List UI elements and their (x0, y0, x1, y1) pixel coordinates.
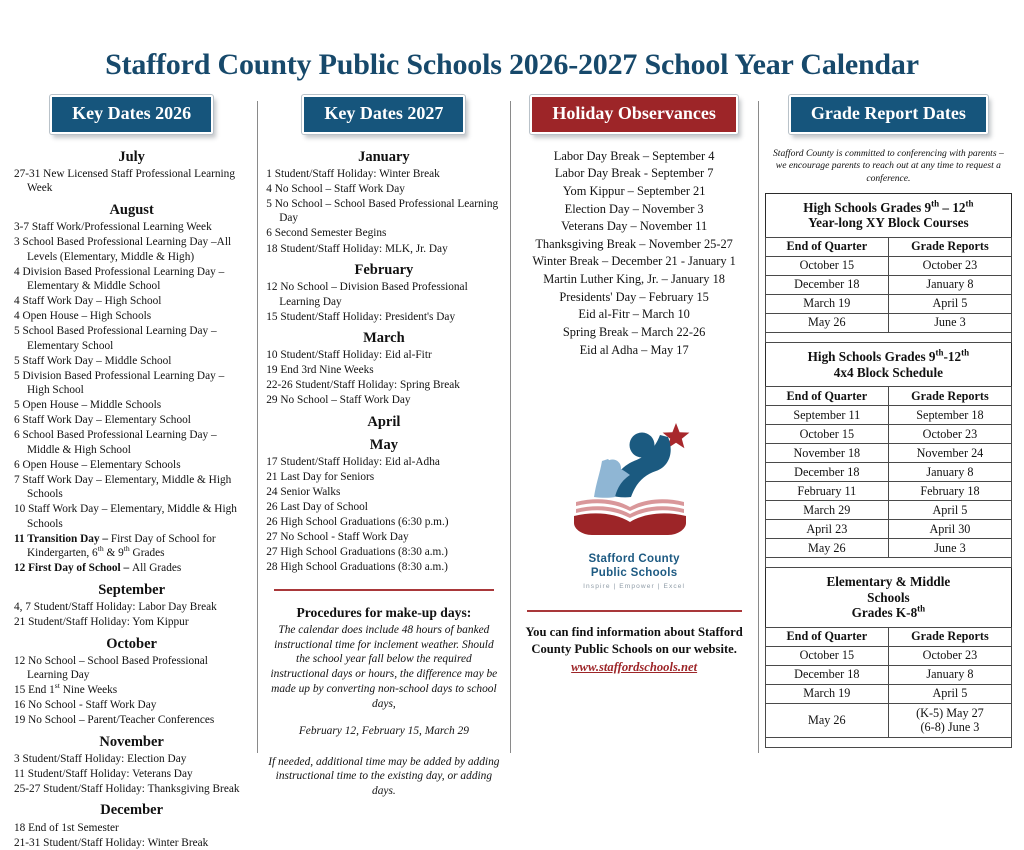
calendar-entry: 27 No School - Staff Work Day (266, 531, 409, 544)
banner-wrap-key-dates-2026 (14, 95, 249, 134)
month-heading: December (100, 802, 164, 819)
calendar-entry: 11 Transition Day – First Day of School for Kindergarten, 6th & 9th Grades (14, 532, 216, 560)
table-cell: June 3 (888, 539, 1011, 558)
logo-name-line1: Stafford County (588, 553, 680, 566)
calendar-entry: 26 Last Day of School (266, 501, 368, 514)
table-cell: November 24 (888, 444, 1011, 463)
calendar-entry: 4, 7 Student/Staff Holiday: Labor Day Break (14, 601, 217, 614)
banner-key-dates-2027: Key Dates 2027 (302, 95, 465, 134)
month-heading: April (367, 413, 401, 430)
holiday-item: Thanksgiving Break – November 25-27 (535, 236, 733, 251)
table-cell: October 23 (888, 425, 1011, 444)
holiday-item: Winter Break – December 21 - January 1 (532, 254, 736, 269)
month-entries (266, 280, 501, 324)
banner-wrap-holiday-observances (519, 95, 750, 134)
calendar-entry: 4 Staff Work Day – High School (14, 295, 162, 308)
table-row (765, 406, 1011, 425)
table-cell: March 29 (765, 501, 888, 520)
calendar-entry: 3-7 Staff Work/Professional Learning Week (14, 221, 212, 234)
table-cell: February 18 (888, 482, 1011, 501)
columns-container (0, 95, 1024, 849)
table-spacer-row (765, 738, 1011, 748)
calendar-entry: 16 No School - Staff Work Day (14, 699, 157, 712)
calendar-entry: 1 Student/Staff Holiday: Winter Break (266, 167, 440, 180)
calendar-entry: 15 Student/Staff Holiday: President's Day (266, 310, 456, 323)
calendar-entry: 27-31 New Licensed Staff Professional Learning Week (14, 167, 235, 195)
month-entries (14, 220, 249, 576)
table-cell: May 26 (765, 703, 888, 737)
holiday-list (519, 148, 750, 359)
table-cell: April 5 (888, 684, 1011, 703)
table-cell: March 19 (765, 294, 888, 313)
table-cell: November 18 (765, 444, 888, 463)
calendar-entry: 11 Student/Staff Holiday: Veterans Day (14, 767, 193, 780)
table-column-header: End of Quarter (765, 627, 888, 646)
table-cell: May 26 (765, 539, 888, 558)
banner-holiday-observances: Holiday Observances (530, 95, 738, 134)
logo-name-line2: Public Schools (590, 567, 678, 580)
calendar-entry: 12 First Day of School – All Grades (14, 562, 182, 575)
banner-key-dates-2026: Key Dates 2026 (50, 95, 213, 134)
calendar-entry: 6 Open House – Elementary Schools (14, 458, 181, 471)
table-cell: May 26 (765, 313, 888, 332)
calendar-entry: 19 End 3rd Nine Weeks (266, 364, 374, 377)
table-spacer-cell (765, 332, 1011, 342)
calendar-entry: 5 Division Based Professional Learning Day – High School (14, 369, 225, 397)
month-heading: March (363, 330, 405, 347)
table-cell: October 23 (888, 256, 1011, 275)
month-heading: August (109, 201, 154, 218)
grade-report-table (765, 568, 1012, 748)
table-cell: October 15 (765, 256, 888, 275)
calendar-entry: 24 Senior Walks (266, 486, 341, 499)
table-row (765, 684, 1011, 703)
calendar-entry: 21 Last Day for Seniors (266, 471, 375, 484)
calendar-entry: 26 High School Graduations (6:30 p.m.) (266, 516, 449, 529)
table-spacer-cell (765, 558, 1011, 568)
month-heading: January (358, 148, 410, 165)
table-spacer-row (765, 332, 1011, 342)
months-list-2027 (266, 148, 501, 575)
holiday-item: Presidents' Day – February 15 (559, 289, 709, 304)
column-key-dates-2026 (6, 95, 257, 849)
holiday-item: Martin Luther King, Jr. – January 18 (543, 272, 725, 287)
month-heading: May (369, 437, 398, 453)
table-spacer-cell (765, 738, 1011, 748)
calendar-entry: 6 Staff Work Day – Elementary School (14, 414, 191, 427)
table-cell: January 8 (888, 275, 1011, 294)
table-cell: October 23 (888, 646, 1011, 665)
table-cell: March 19 (765, 684, 888, 703)
logo-name (519, 552, 750, 580)
table-header-row (765, 237, 1011, 256)
table-row (765, 425, 1011, 444)
calendar-entry: 25-27 Student/Staff Holiday: Thanksgiving Break (14, 782, 240, 795)
month-entries (266, 348, 501, 408)
table-cell: September 18 (888, 406, 1011, 425)
holiday-item: Veterans Day – November 11 (561, 219, 708, 234)
calendar-entry: 3 Student/Staff Holiday: Election Day (14, 752, 187, 765)
table-row (765, 539, 1011, 558)
month-heading: February (354, 262, 414, 279)
grade-report-table (765, 193, 1012, 343)
column-holiday-observances (511, 95, 758, 755)
calendar-entry: 27 High School Graduations (8:30 a.m.) (266, 546, 448, 559)
calendar-entry: 6 Second Semester Begins (266, 227, 387, 240)
month-entries (14, 167, 249, 196)
table-cell: April 5 (888, 294, 1011, 313)
month-entries (14, 752, 249, 797)
table-column-header: Grade Reports (888, 237, 1011, 256)
month-entries (14, 600, 249, 630)
banner-wrap-grade-report-dates (765, 95, 1012, 134)
calendar-entry: 12 No School – School Based Professional Learning Day (14, 654, 208, 682)
makeup-heading: Procedures for make-up days: (296, 604, 472, 620)
table-title: High Schools Grades 9th – 12th Year-long XY Block Courses (765, 193, 1011, 237)
holiday-item: Labor Day Break – September 4 (553, 148, 715, 163)
banner-grade-report-dates: Grade Report Dates (789, 95, 988, 134)
calendar-entry: 29 No School – Staff Work Day (266, 394, 411, 407)
table-header-row (765, 387, 1011, 406)
table-cell: December 18 (765, 463, 888, 482)
calendar-entry: 4 No School – Staff Work Day (266, 182, 405, 195)
table-row (765, 703, 1011, 737)
table-column-header: Grade Reports (888, 387, 1011, 406)
column-grade-report-dates (759, 95, 1018, 755)
month-entries (14, 821, 249, 850)
table-cell: April 30 (888, 520, 1011, 539)
table-cell: April 5 (888, 501, 1011, 520)
holiday-item: Labor Day Break - September 7 (554, 166, 714, 181)
table-title: High Schools Grades 9th-12th 4x4 Block Schedule (765, 343, 1011, 387)
table-cell: October 15 (765, 425, 888, 444)
website-link[interactable]: www.staffordschools.net (571, 659, 698, 674)
grade-report-table (765, 343, 1012, 568)
table-cell: December 18 (765, 665, 888, 684)
table-row (765, 313, 1011, 332)
table-column-header: End of Quarter (765, 387, 888, 406)
table-cell: October 15 (765, 646, 888, 665)
calendar-entry: 5 School Based Professional Learning Day – Elementary School (14, 325, 217, 352)
table-row (765, 294, 1011, 313)
calendar-entry: 21-31 Student/Staff Holiday: Winter Break (14, 836, 209, 849)
calendar-entry: 18 Student/Staff Holiday: MLK, Jr. Day (266, 242, 448, 255)
calendar-entry: 4 Open House – High Schools (14, 310, 152, 323)
month-heading: September (98, 581, 166, 598)
calendar-entry: 10 Student/Staff Holiday: Eid al-Fitr (266, 349, 432, 362)
table-cell: April 23 (765, 520, 888, 539)
months-list-2026 (14, 148, 249, 850)
table-row (765, 256, 1011, 275)
makeup-paragraph-1: The calendar does include 48 hours of banked instructional time for inclement weather. Should the school year fall below the required instructional days or hours, the difference may be made up by converting non-school days to school days, (270, 623, 498, 710)
holiday-item: Eid al Adha – May 17 (579, 342, 689, 357)
grade-tables-container (765, 193, 1012, 748)
calendar-entry: 15 End 1st Nine Weeks (14, 681, 118, 697)
table-row (765, 665, 1011, 684)
table-title-row (765, 193, 1011, 237)
table-cell: December 18 (765, 275, 888, 294)
column-key-dates-2027 (258, 95, 509, 798)
calendar-entry: 5 Open House – Middle Schools (14, 399, 162, 412)
district-logo (519, 417, 750, 590)
table-row (765, 275, 1011, 294)
table-cell: June 3 (888, 313, 1011, 332)
calendar-entry: 6 School Based Professional Learning Day – Middle & High School (14, 429, 217, 456)
logo-tagline: Inspire | Empower | Excel (583, 583, 686, 591)
month-heading: November (99, 733, 164, 750)
page-title: Stafford County Public Schools 2026-2027 School Year Calendar (105, 48, 919, 81)
calendar-entry: 10 Staff Work Day – Elementary, Middle & High Schools (14, 503, 237, 530)
table-row (765, 501, 1011, 520)
makeup-separator-rule (274, 589, 493, 591)
holiday-item: Yom Kippur – September 21 (562, 184, 706, 199)
banner-wrap-key-dates-2027 (266, 95, 501, 134)
logo-graphic-icon (564, 417, 704, 549)
calendar-entry: 22-26 Student/Staff Holiday: Spring Break (266, 379, 460, 392)
calendar-entry: 12 No School – Division Based Professional Learning Day (266, 281, 468, 308)
calendar-entry: 3 School Based Professional Learning Day –All Levels (Elementary, Middle & High) (14, 236, 232, 263)
month-heading: July (118, 148, 145, 165)
month-entries (266, 455, 501, 575)
table-cell: January 8 (888, 463, 1011, 482)
calendar-entry: 19 No School – Parent/Teacher Conferences (14, 714, 215, 727)
table-cell: February 11 (765, 482, 888, 501)
calendar-entry: 28 High School Graduations (8:30 a.m.) (266, 561, 448, 574)
calendar-entry: 5 No School – School Based Professional Learning Day (266, 197, 499, 225)
month-entries (14, 654, 249, 728)
conferencing-note: Stafford County is committed to conferencing with parents – we encourage parents to reach out at any time to request a conference. (772, 147, 1004, 185)
table-title-row (765, 568, 1011, 627)
calendar-entry: 18 End of 1st Semester (14, 821, 119, 834)
calendar-entry: 5 Staff Work Day – Middle School (14, 354, 172, 367)
calendar-entry: 7 Staff Work Day – Elementary, Middle & High Schools (14, 473, 232, 501)
table-column-header: Grade Reports (888, 627, 1011, 646)
table-spacer-row (765, 558, 1011, 568)
website-info (519, 624, 750, 675)
month-entries (266, 167, 501, 256)
holiday-item: Election Day – November 3 (564, 201, 704, 216)
table-cell: (K-5) May 27 (6-8) June 3 (888, 703, 1011, 737)
table-row (765, 482, 1011, 501)
calendar-entry: 17 Student/Staff Holiday: Eid al-Adha (266, 456, 440, 469)
table-row (765, 520, 1011, 539)
month-heading: October (106, 635, 157, 652)
table-row (765, 646, 1011, 665)
website-description: You can find information about Stafford County Public Schools on our website. (525, 625, 743, 656)
makeup-dates: February 12, February 15, March 29 (298, 724, 469, 737)
table-title-row (765, 343, 1011, 387)
website-separator-rule (527, 610, 742, 612)
calendar-entry: 4 Division Based Professional Learning Day – Elementary & Middle School (14, 265, 225, 293)
makeup-paragraph-2: If needed, additional time may be added by adding instructional time to the existing day, or adding days. (268, 755, 500, 798)
table-column-header: End of Quarter (765, 237, 888, 256)
table-row (765, 463, 1011, 482)
table-cell: January 8 (888, 665, 1011, 684)
calendar-entry: 21 Student/Staff Holiday: Yom Kippur (14, 616, 189, 629)
table-header-row (765, 627, 1011, 646)
holiday-item: Spring Break – March 22-26 (562, 324, 706, 339)
table-cell: September 11 (765, 406, 888, 425)
table-row (765, 444, 1011, 463)
holiday-item: Eid al-Fitr – March 10 (578, 307, 690, 322)
table-title: Elementary & Middle Schools Grades K-8th (765, 568, 1011, 627)
